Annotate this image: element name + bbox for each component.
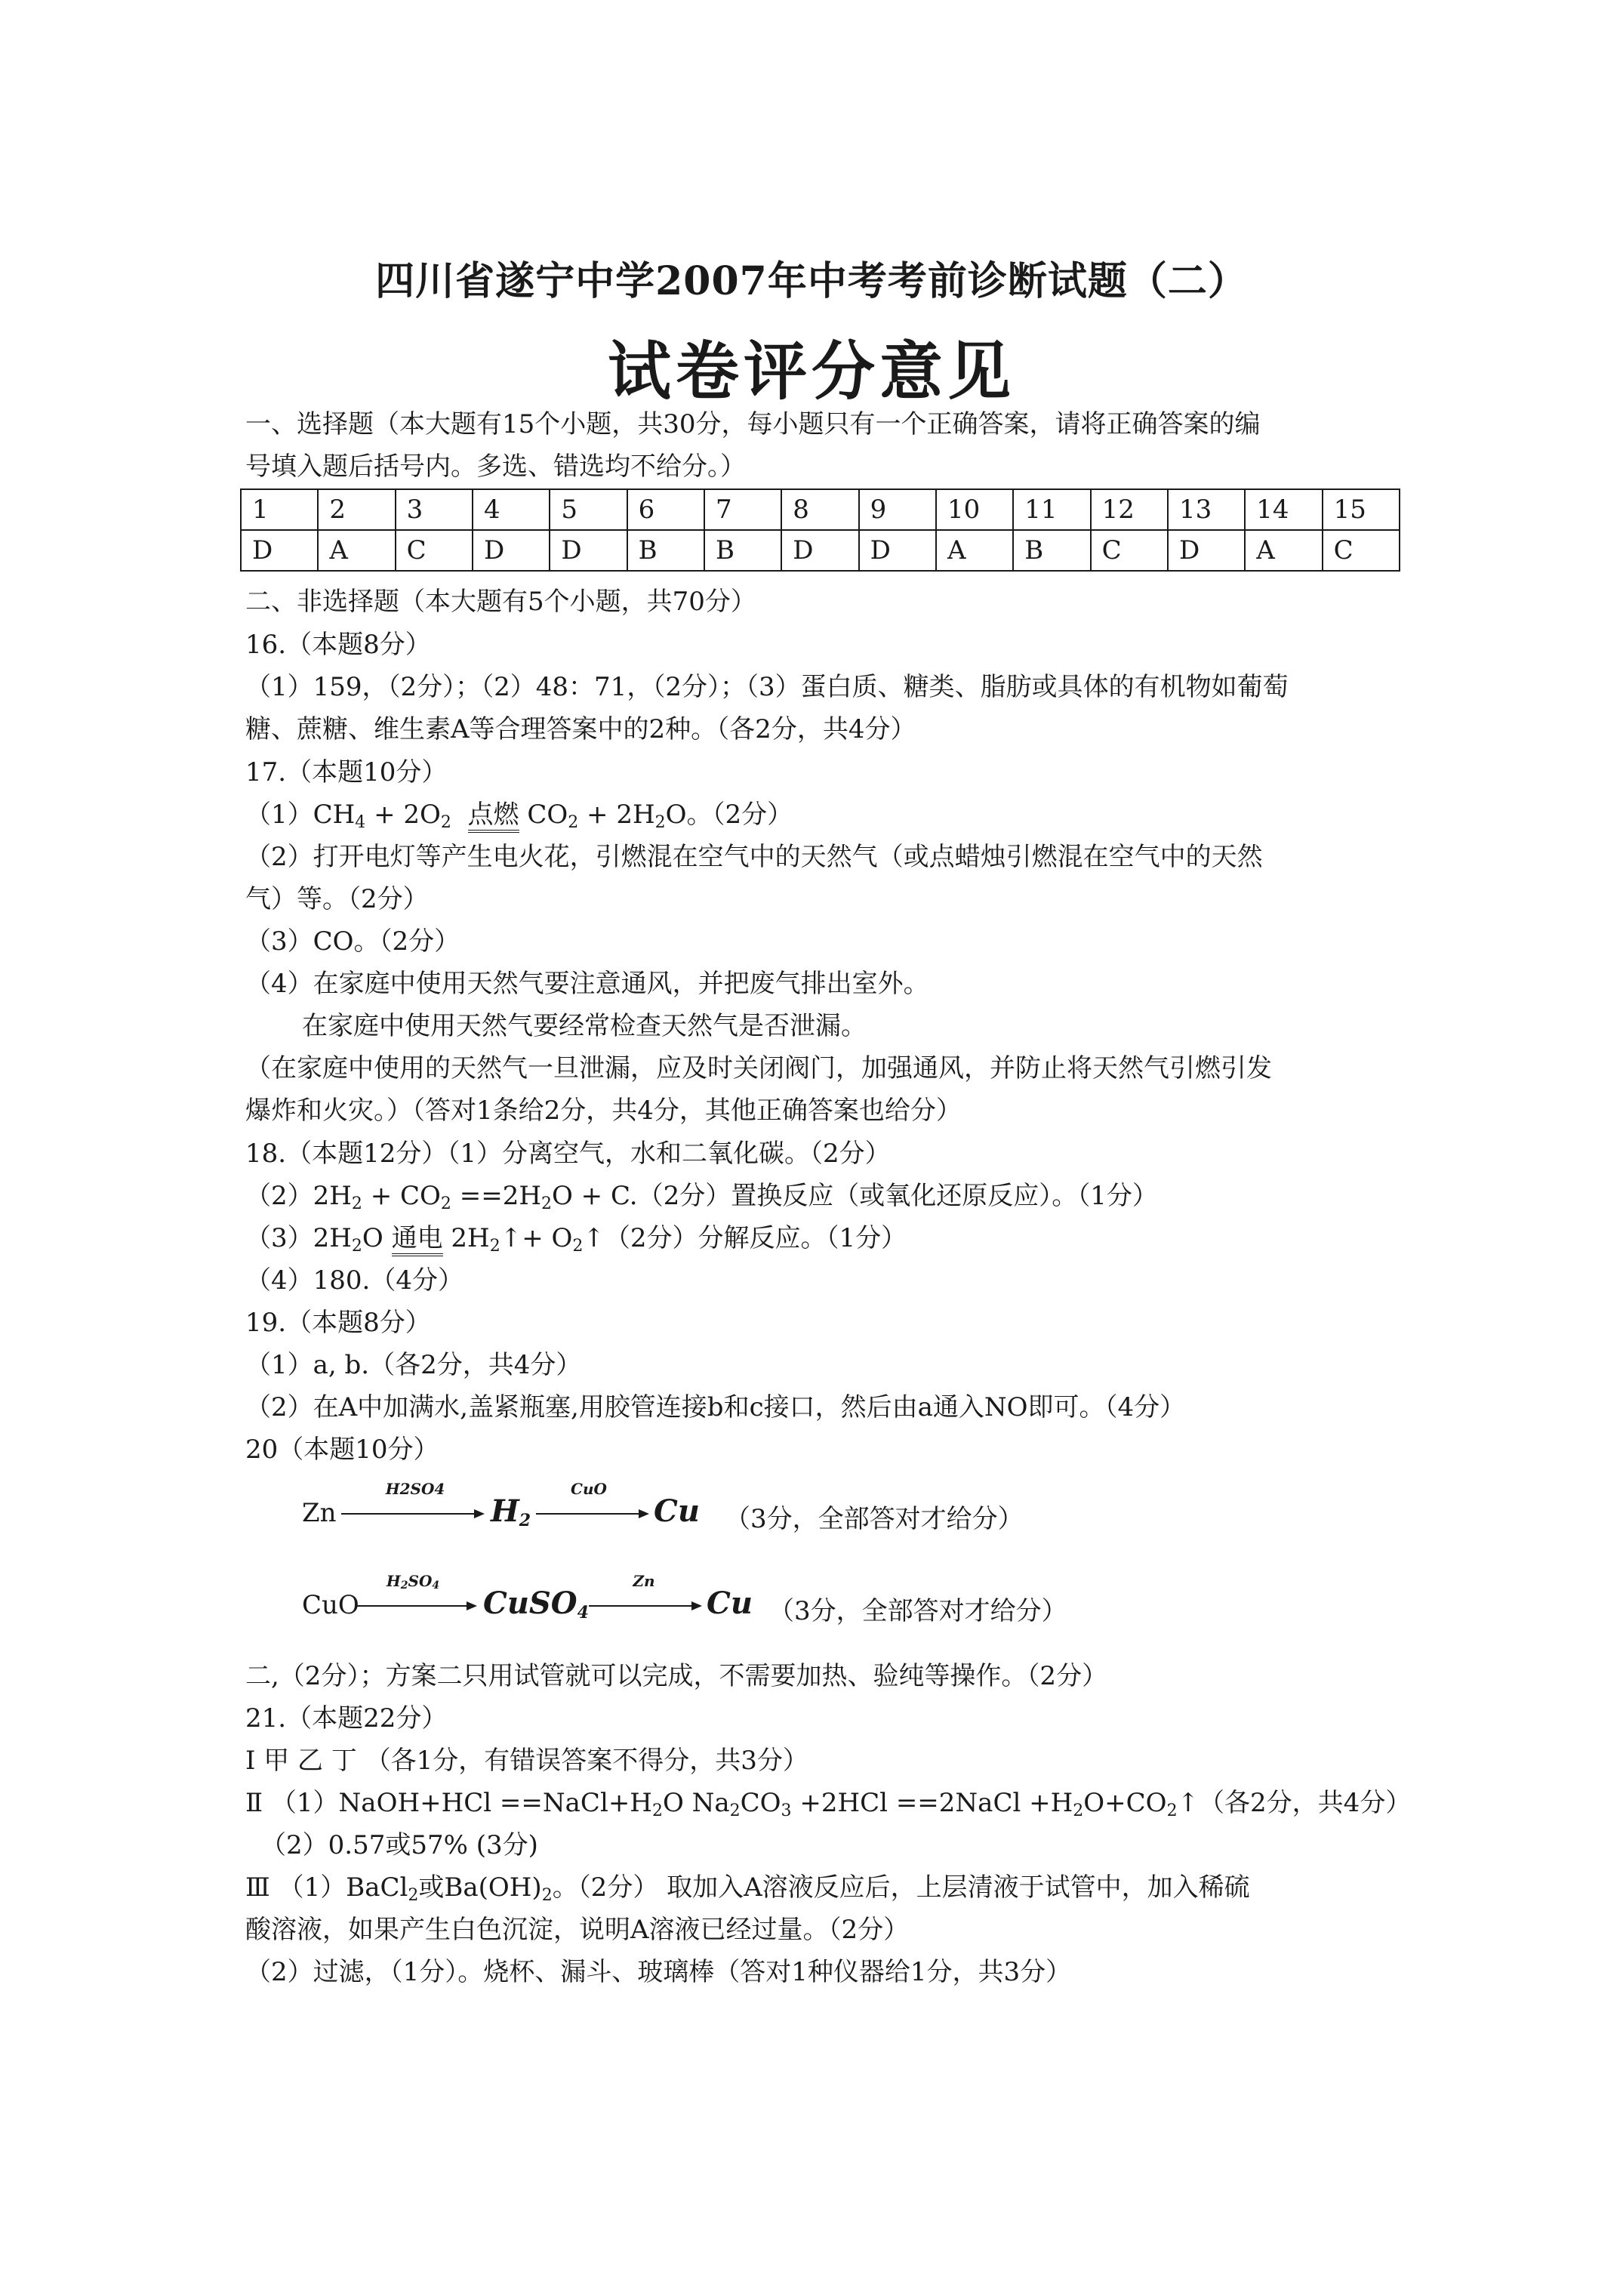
- q21-part3-line3: （2）过滤，（1分）。烧杯、漏斗、玻璃棒（答对1种仪器给1分，共3分）: [245, 1957, 1072, 1987]
- q18-eq-text: O + C.（2分）置换反应（或氧化还原反应）。（1分）: [552, 1181, 1158, 1211]
- q17-answer4: （4）在家庭中使用天然气要注意通风，并把废气排出室外。: [245, 969, 929, 999]
- page-subtitle: 试卷评分意见: [607, 334, 1015, 408]
- q20-heading: 20（本题10分）: [245, 1435, 439, 1465]
- question-number-cell: 7: [704, 489, 781, 530]
- q17-answer2-line1: （2）打开电灯等产生电火花，引燃混在空气中的天然气（或点蜡烛引燃混在空气中的天然: [245, 842, 1263, 872]
- question-number-cell: 12: [1091, 489, 1168, 530]
- q18-eq-text: + CO: [362, 1181, 441, 1211]
- q21-eq-text: Ⅲ （1）BaCl: [245, 1872, 408, 1903]
- question-number-cell: 6: [627, 489, 704, 530]
- subscript: 2: [651, 1801, 663, 1820]
- answer-cell: D: [241, 530, 318, 571]
- scheme2-note: （3分，全部答对才给分）: [768, 1596, 1067, 1626]
- subscript: 2: [440, 813, 451, 832]
- q17-answer4-note-line1: （在家庭中使用的天然气一旦泄漏，应及时关闭阀门，加强通风，并防止将天然气引燃引发: [245, 1053, 1272, 1083]
- q21-eq-text: CO: [740, 1788, 781, 1818]
- question-number-cell: 8: [781, 489, 858, 530]
- question-number-cell: 10: [936, 489, 1013, 530]
- subscript: 2: [400, 1579, 408, 1592]
- question-number-cell: 11: [1013, 489, 1090, 530]
- scheme1-intermediate: [491, 1493, 531, 1529]
- arrow-icon: [536, 1509, 649, 1519]
- q20-scheme-1: [302, 1480, 1397, 1540]
- answer-cell: D: [473, 530, 550, 571]
- answer-cell: A: [1245, 530, 1322, 571]
- q18-eq-text: （2）2H: [245, 1181, 352, 1211]
- q21-part2-line1: [245, 1782, 1412, 1824]
- q17-eq-text: O。（2分）: [665, 800, 793, 830]
- q21-part3-line1: [245, 1866, 1400, 1909]
- answer-cell: D: [550, 530, 627, 571]
- answer-cell: D: [781, 530, 858, 571]
- q18-answer3: [245, 1217, 1400, 1259]
- subscript: 2: [1073, 1801, 1084, 1820]
- q21-heading: 21.（本题22分）: [245, 1703, 448, 1734]
- question-number-cell: 13: [1168, 489, 1245, 530]
- q17-heading: 17.（本题10分）: [245, 757, 448, 787]
- answer-cell: B: [704, 530, 781, 571]
- scheme2-product: Cu: [707, 1586, 753, 1621]
- q18-answer2: [245, 1175, 1400, 1217]
- subscript: 2: [541, 1194, 552, 1213]
- q18-eq-text: ==2H: [451, 1181, 541, 1211]
- subscript: 2: [541, 1886, 553, 1905]
- q21-eq-text: ↑（各2分，共4分）: [1177, 1788, 1412, 1818]
- answer-cell: A: [936, 530, 1013, 571]
- q17-answer2-line2: 气）等。（2分）: [245, 884, 429, 914]
- subscript: 2: [489, 1237, 500, 1256]
- q18-eq-text: 2H: [442, 1223, 490, 1253]
- subscript: 2: [408, 1886, 419, 1905]
- q18-answer4: （4）180.（4分）: [245, 1265, 463, 1296]
- scheme1-intermediate-text: H: [491, 1493, 519, 1529]
- q20-answer-line: 二,（2分）；方案二只用试管就可以完成，不需要加热、验纯等操作。（2分）: [245, 1661, 1108, 1691]
- scheme2-intermediate-text: CuSO: [483, 1586, 577, 1621]
- q18-heading: 18.（本题12分）（1）分离空气，水和二氧化碳。（2分）: [245, 1139, 891, 1169]
- subscript: 2: [1166, 1801, 1178, 1820]
- reaction-condition: 点燃: [468, 800, 519, 833]
- scheme2-start: CuO: [302, 1590, 359, 1620]
- answer-cell: C: [396, 530, 473, 571]
- q18-eq-text: （3）2H: [245, 1223, 352, 1253]
- q20-scheme-2: [302, 1572, 1397, 1632]
- q21-eq-text: +2HCl ==2NaCl +H: [791, 1788, 1073, 1818]
- q21-eq-text: 或Ba(OH): [418, 1872, 542, 1903]
- q16-answer-line1: （1）159，（2分）；（2）48：71，（2分）；（3）蛋白质、糖类、脂肪或具体的有机物如葡萄: [245, 672, 1289, 702]
- q17-eq-text: CO: [519, 800, 568, 830]
- question-number-cell: 1: [241, 489, 318, 530]
- q17-answer4-note-line2: 爆炸和火灾。）（答对1条给2分，共4分，其他正确答案也给分）: [245, 1096, 962, 1126]
- q17-answer3: （3）CO。（2分）: [245, 926, 460, 957]
- scheme1-reagent2: CuO: [571, 1480, 607, 1498]
- answer-table-answer-row: [241, 530, 1400, 571]
- section2-heading: 二、非选择题（本大题有5个小题，共70分）: [245, 587, 756, 617]
- q17-eq-text: （1）CH: [245, 800, 356, 830]
- q16-answer-line2: 糖、蔗糖、维生素A等合理答案中的2种。（各2分，共4分）: [245, 714, 916, 744]
- q17-equation: [245, 794, 1400, 836]
- answer-cell: C: [1323, 530, 1400, 571]
- section1-heading-line2: 号填入题后括号内。多选、错选均不给分。）: [245, 451, 746, 482]
- q17-answer4-alt: 在家庭中使用天然气要经常检查天然气是否泄漏。: [302, 1011, 867, 1041]
- scheme2-reagent1-text: H: [386, 1572, 401, 1590]
- q17-eq-text: + 2O: [365, 800, 441, 830]
- arrow-icon: [341, 1509, 485, 1519]
- subscript: 2: [572, 1237, 584, 1256]
- question-number-cell: 9: [859, 489, 936, 530]
- q16-heading: 16.（本题8分）: [245, 630, 431, 660]
- scheme2-reagent1-text: SO: [408, 1572, 433, 1590]
- q21-part3-line2: 酸溶液，如果产生白色沉淀，说明A溶液已经过量。（2分）: [245, 1915, 910, 1945]
- subscript: 2: [568, 813, 579, 832]
- answer-table: [240, 488, 1400, 572]
- subscript: 2: [440, 1194, 451, 1213]
- subscript: 2: [351, 1194, 362, 1213]
- subscript: 3: [781, 1801, 792, 1820]
- q21-part2-line2: （2）0.57或57% (3分): [260, 1830, 538, 1860]
- q21-part1: Ⅰ 甲 乙 丁 （各1分，有错误答案不得分，共3分）: [245, 1746, 808, 1776]
- subscript: 4: [432, 1579, 440, 1592]
- arrow-icon: [356, 1601, 477, 1611]
- section1-heading-line1: 一、选择题（本大题有15个小题，共30分，每小题只有一个正确答案，请将正确答案的编: [245, 409, 1261, 439]
- scheme1-note: （3分，全部答对才给分）: [725, 1504, 1024, 1534]
- subscript: 2: [654, 813, 666, 832]
- subscript: 4: [355, 813, 366, 832]
- q19-answer1: （1）a, b.（各2分，共4分）: [245, 1350, 582, 1380]
- scheme2-reagent1: [356, 1572, 470, 1590]
- question-number-cell: 5: [550, 489, 627, 530]
- scheme1-start: Zn: [302, 1498, 337, 1528]
- answer-cell: C: [1091, 530, 1168, 571]
- arrow-icon: [589, 1601, 702, 1611]
- q17-eq-text: + 2H: [578, 800, 655, 830]
- subscript: 4: [577, 1603, 589, 1623]
- answer-cell: B: [1013, 530, 1090, 571]
- question-number-cell: 3: [396, 489, 473, 530]
- q21-eq-text: O+CO: [1083, 1788, 1167, 1818]
- q21-eq-text: 。（2分） 取加入A溶液反应后，上层清液于试管中，加入稀硫: [552, 1872, 1250, 1903]
- question-number-cell: 2: [318, 489, 395, 530]
- answer-cell: A: [318, 530, 395, 571]
- q18-eq-text: ↑+ O: [500, 1223, 573, 1253]
- answer-table-number-row: [241, 489, 1400, 530]
- scheme1-reagent1: H2SO4: [385, 1480, 445, 1498]
- q19-heading: 19.（本题8分）: [245, 1308, 431, 1338]
- scheme2-intermediate: [483, 1586, 589, 1621]
- q18-eq-text: O: [362, 1223, 392, 1253]
- q21-eq-text: O Na: [662, 1788, 730, 1818]
- question-number-cell: 14: [1245, 489, 1322, 530]
- scheme2-reagent2: Zn: [633, 1572, 655, 1590]
- answer-cell: D: [1168, 530, 1245, 571]
- q21-eq-text: Ⅱ （1）NaOH+HCl ==NaCl+H: [245, 1788, 652, 1818]
- reaction-condition: 通电: [392, 1223, 443, 1256]
- question-number-cell: 15: [1323, 489, 1400, 530]
- subscript: 2: [351, 1237, 362, 1256]
- subscript: 2: [729, 1801, 741, 1820]
- answer-cell: D: [859, 530, 936, 571]
- subscript: 2: [519, 1511, 531, 1530]
- answer-cell: B: [627, 530, 704, 571]
- scheme1-product: Cu: [654, 1493, 700, 1529]
- exam-title: 四川省遂宁中学2007年中考考前诊断试题（二）: [375, 258, 1248, 304]
- q18-eq-text: ↑（2分）分解反应。（1分）: [583, 1223, 907, 1253]
- q19-answer2: （2）在A中加满水,盖紧瓶塞,用胶管连接b和c接口，然后由a通入NO即可。（4分）: [245, 1392, 1186, 1422]
- question-number-cell: 4: [473, 489, 550, 530]
